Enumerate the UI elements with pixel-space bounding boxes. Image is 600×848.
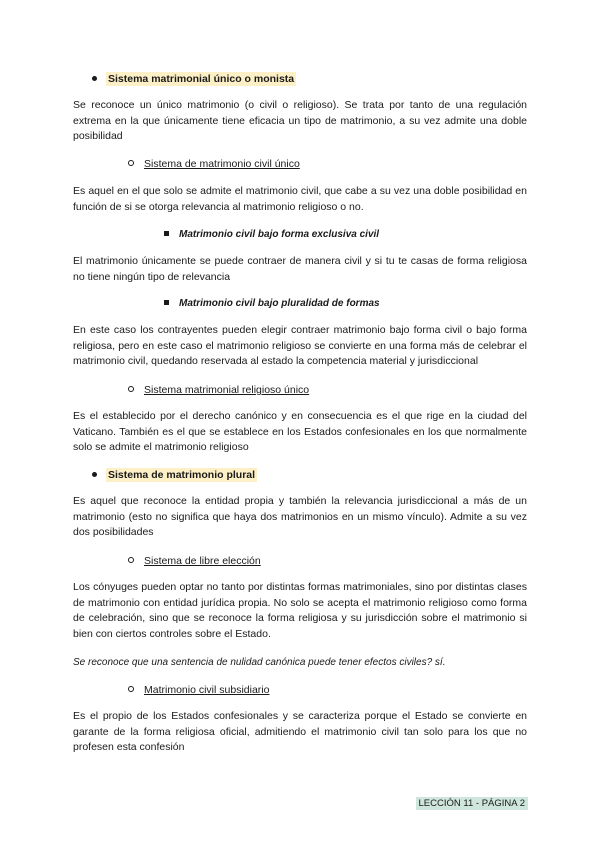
bullet-square-icon [164,231,169,236]
heading-text: Sistema matrimonial único o monista [108,73,295,85]
page-footer-label: LECCIÓN 11 - PÁGINA 2 [416,797,528,810]
paragraph-matrimonio-plural: Es aquel que reconoce la entidad propia y también la relevancia jurisdiccional a más de un matrimonio (esto no significa que haya dos matrimonios en un mismo vínculo). Admite a su vez dos posibilidades [73,495,527,538]
subsubheading-text: Matrimonio civil bajo forma exclusiva civil [179,229,380,240]
heading-sistema-unico [92,72,296,86]
paragraph-civil-unico: Es aquel en el que solo se admite el matrimonio civil, que cabe a su vez una doble posibilidad en función de si se otorga relevancia al matrimonio religioso o no. [73,185,527,213]
subsubheading-forma-exclusiva [164,228,379,242]
bullet-circle-icon [128,557,134,563]
subheading-religioso-unico [128,383,309,397]
bullet-square-icon [164,300,169,305]
bullet-dot-icon [92,76,97,81]
bullet-dot-icon [92,472,97,477]
bullet-circle-icon [128,160,134,166]
subsubheading-pluralidad-formas [164,297,380,311]
subheading-libre-eleccion [128,554,261,568]
paragraph-religioso-unico: Es el establecido por el derecho canónico y en consecuencia es el que rige en la ciudad del Vaticano. También es el que se establece en los Estados confesionales en los que normalmente solo se admite el matrimonio religioso [73,410,527,453]
paragraph-pluralidad-formas: En este caso los contrayentes pueden elegir contraer matrimonio bajo forma civil o bajo forma religiosa, pero en este caso el matrimonio religioso se convierte en una forma más de celebrar el matrimonio civil, quedando reservada al estado la competencia material y jurisdiccional [73,324,527,367]
heading-matrimonio-plural [92,468,257,482]
subheading-text: Matrimonio civil subsidiario [144,684,270,696]
paragraph-forma-exclusiva: El matrimonio únicamente se puede contraer de manera civil y si tu te casas de forma religiosa no tiene ningún tipo de relevancia [73,255,527,283]
question-nulidad-canonica: Se reconoce que una sentencia de nulidad canónica puede tener efectos civiles? sí. [73,657,446,668]
bullet-circle-icon [128,386,134,392]
subheading-text: Sistema de libre elección [144,555,261,567]
subsubheading-text: Matrimonio civil bajo pluralidad de formas [179,298,380,309]
subheading-civil-subsidiario [128,683,269,697]
bullet-circle-icon [128,686,134,692]
subheading-text: Sistema matrimonial religioso único [144,384,310,396]
paragraph-unico: Se reconoce un único matrimonio (o civil o religioso). Se trata por tanto de una regulación extrema en la que únicamente tiene eficacia un tipo de matrimonio, a su vez admite una doble posibilidad [73,99,527,142]
subheading-text: Sistema de matrimonio civil único [144,158,300,170]
paragraph-libre-eleccion: Los cónyuges pueden optar no tanto por distintas formas matrimoniales, sino por distintas clases de matrimonio con entidad jurídica propia. No solo se acepta el matrimonio religioso como forma de celebración, sino que se reconoce la forma religiosa y su jurisdicción sobre el matrimonio si bien con ciertos controles sobre el Estado. [73,581,527,640]
heading-text: Sistema de matrimonio plural [108,469,256,481]
paragraph-civil-subsidiario: Es el propio de los Estados confesionales y se caracteriza porque el Estado se convierte en garante de la forma religiosa oficial, admitiendo el matrimonio civil tan solo para los que no profesen esta confesión [73,710,527,753]
subheading-civil-unico [128,157,300,171]
